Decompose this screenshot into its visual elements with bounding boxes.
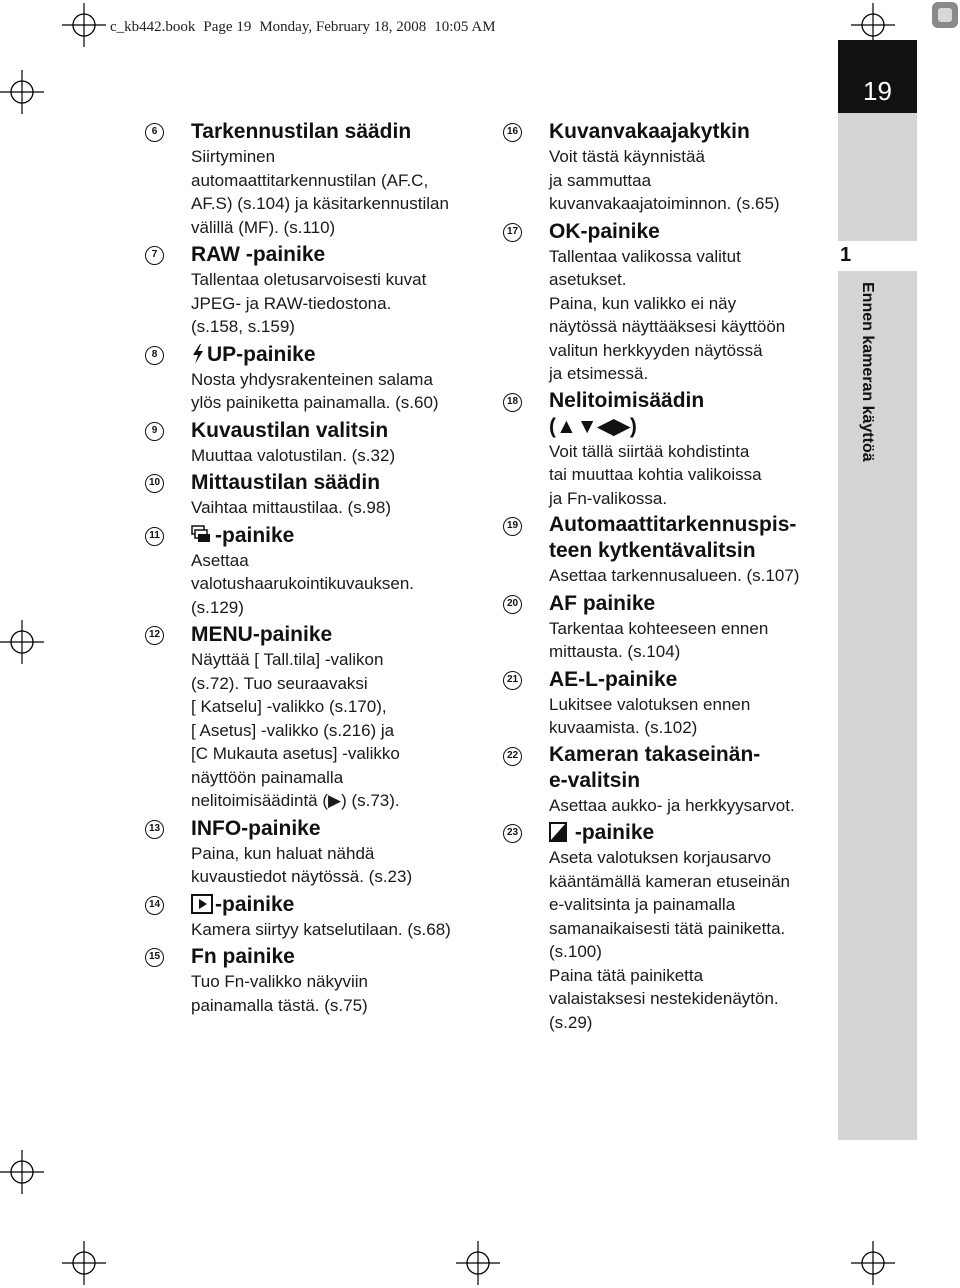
item-20 — [503, 590, 823, 664]
left-column — [145, 118, 485, 1017]
item-description: Tallentaa valikossa valitut asetukset. Paina, kun valikko ei näy näytössä näyttääksesi käyttöön valitun herkkyyden näytössä ja etsimessä. — [549, 246, 786, 383]
item-description: Tallentaa oletusarvoisesti kuvat JPEG- ja RAW-tiedostona. (s.158, s.159) — [191, 270, 427, 336]
item-description: Asettaa valotushaarukointikuvauksen. (s.129) — [191, 550, 415, 617]
registration-mark-bottom-left — [62, 1241, 106, 1285]
header-page: Page 19 — [203, 19, 252, 35]
item-number: 10 — [145, 474, 164, 493]
playback-icon — [191, 894, 213, 914]
page-number: 19 — [863, 76, 892, 106]
item-number: 14 — [145, 896, 164, 915]
item-number: 22 — [503, 747, 522, 766]
item-13 — [145, 815, 485, 889]
item-18 — [503, 388, 823, 511]
registration-mark-bottom-right — [851, 1241, 895, 1285]
item-title: Kuvanvakaajakytkin — [549, 120, 750, 143]
chapter-number: 1 — [840, 244, 852, 266]
item-title: Mittaustilan säädin — [191, 471, 381, 494]
item-description: Tuo Fn-valikko näkyviin painamalla tästä. (s.75) — [191, 972, 368, 1015]
item-number: 13 — [145, 820, 164, 839]
item-title: MENU-painike — [191, 623, 333, 646]
item-number: 15 — [145, 948, 164, 967]
item-title: Tarkennustilan säädin — [191, 120, 412, 143]
registration-mark-top-left — [62, 3, 106, 47]
crop-mark-top-right — [930, 0, 960, 30]
item-19 — [503, 512, 823, 588]
item-17 — [503, 218, 823, 386]
menu-line-rec: Näyttää [ Tall.tila] -valikon — [191, 650, 384, 669]
item-number: 19 — [503, 517, 522, 536]
item-title: RAW -painike — [191, 243, 326, 266]
page-header — [110, 19, 496, 36]
right-column — [503, 118, 823, 1034]
chapter-title: Ennen kameran käyttöä — [859, 282, 876, 462]
item-16 — [503, 118, 823, 216]
item-14 — [145, 891, 485, 942]
registration-mark-mid-left — [0, 620, 44, 664]
item-15 — [145, 943, 485, 1017]
item-title: AF painike — [549, 591, 656, 615]
item-description: Vaihtaa mittaustilaa. (s.98) — [191, 498, 391, 517]
item-description: Voit tällä siirtää kohdistinta tai muuttaa kohtia valikoissa ja Fn-valikossa. — [549, 441, 762, 508]
item-21 — [503, 666, 823, 740]
item-title: -painike — [191, 522, 485, 549]
item-description: Aseta valotuksen korjausarvo kääntämällä kameran etuseinän e-valitsinta ja painamalla samanaikaisesti tätä painiketta. (s.100) Paina tätä painiketta valaistaksesi nestekidenäytön. (s.29) — [549, 848, 790, 1032]
item-number: 18 — [503, 393, 522, 412]
item-description: Siirtyminen automaattitarkennustilan (AF.C, AF.S) (s.104) ja käsitarkennustilan välillä (MF). (s.110) — [191, 147, 449, 237]
registration-mark-bottom-center — [456, 1241, 500, 1285]
item-22 — [503, 742, 823, 818]
item-title: -painike — [191, 891, 485, 918]
item-6 — [145, 118, 485, 239]
item-description: Kamera siirtyy katselutilaan. (s.68) — [191, 919, 451, 939]
item-number: 8 — [145, 346, 164, 365]
item-title: -painike — [549, 819, 823, 846]
item-number: 6 — [145, 123, 164, 142]
item-number: 16 — [503, 123, 522, 142]
item-number: 23 — [503, 824, 522, 843]
registration-mark-lower-left — [0, 1150, 44, 1194]
exposure-compensation-icon — [549, 822, 567, 842]
item-description: Muuttaa valotustilan. (s.32) — [191, 445, 396, 465]
page-number-box — [838, 40, 917, 113]
item-number: 20 — [503, 595, 522, 614]
item-title: UP-painike — [191, 341, 485, 368]
item-description: Voit tästä käynnistää ja sammuttaa kuvanvakaajatoiminnon. (s.65) — [549, 147, 780, 213]
drive-mode-icon — [191, 525, 213, 545]
header-book: c_kb442.book — [110, 19, 196, 35]
item-23 — [503, 819, 823, 1034]
item-11 — [145, 522, 485, 620]
item-number: 7 — [145, 246, 164, 265]
item-title: Nelitoimisäädin (▲▼◀▶) — [549, 388, 705, 438]
flash-icon — [191, 344, 205, 364]
item-description: Nosta yhdysrakenteinen salama ylös painiketta painamalla. (s.60) — [191, 369, 439, 412]
item-number: 12 — [145, 626, 164, 645]
item-number: 11 — [145, 527, 164, 546]
item-9 — [145, 417, 485, 468]
item-number: 9 — [145, 422, 164, 441]
item-number: 17 — [503, 223, 522, 242]
item-description: Lukitsee valotuksen ennen kuvaamista. (s.102) — [549, 694, 751, 737]
item-title: INFO-painike — [191, 816, 321, 840]
item-7 — [145, 241, 485, 339]
item-title: AE-L-painike — [549, 667, 678, 691]
item-description: Paina, kun haluat nähdä kuvaustiedot näytössä. (s.23) — [191, 843, 413, 886]
item-description: Asettaa tarkennusalueen. (s.107) — [549, 566, 800, 585]
header-date: Monday, February 18, 2008 — [259, 19, 427, 35]
item-title: Fn painike — [191, 945, 295, 968]
item-title: Automaattitarkennuspis- teen kytkentävalitsin — [549, 513, 797, 562]
item-description: Näyttää [ Tall.tila] -valikon (s.72). Tuo seuraavaksi [ Katselu] -valikko (s.170), [ Asetus] -valikko (s.216) ja [C Mukauta asetus] -valikko näyttöön painamalla nelitoimisäädintä (▶) (s.73). — [191, 648, 485, 813]
item-title: Kuvaustilan valitsin — [191, 418, 389, 442]
item-number: 21 — [503, 671, 522, 690]
header-time: 10:05 AM — [434, 19, 496, 35]
item-title: OK-painike — [549, 219, 660, 243]
item-title: Kameran takaseinän- e-valitsin — [549, 742, 761, 792]
item-10 — [145, 469, 485, 520]
registration-mark-upper-left — [0, 70, 44, 114]
item-8 — [145, 341, 485, 415]
item-12 — [145, 621, 485, 813]
item-description: Tarkentaa kohteeseen ennen mittausta. (s.104) — [549, 618, 769, 661]
item-description: Asettaa aukko- ja herkkyysarvot. — [549, 795, 795, 815]
